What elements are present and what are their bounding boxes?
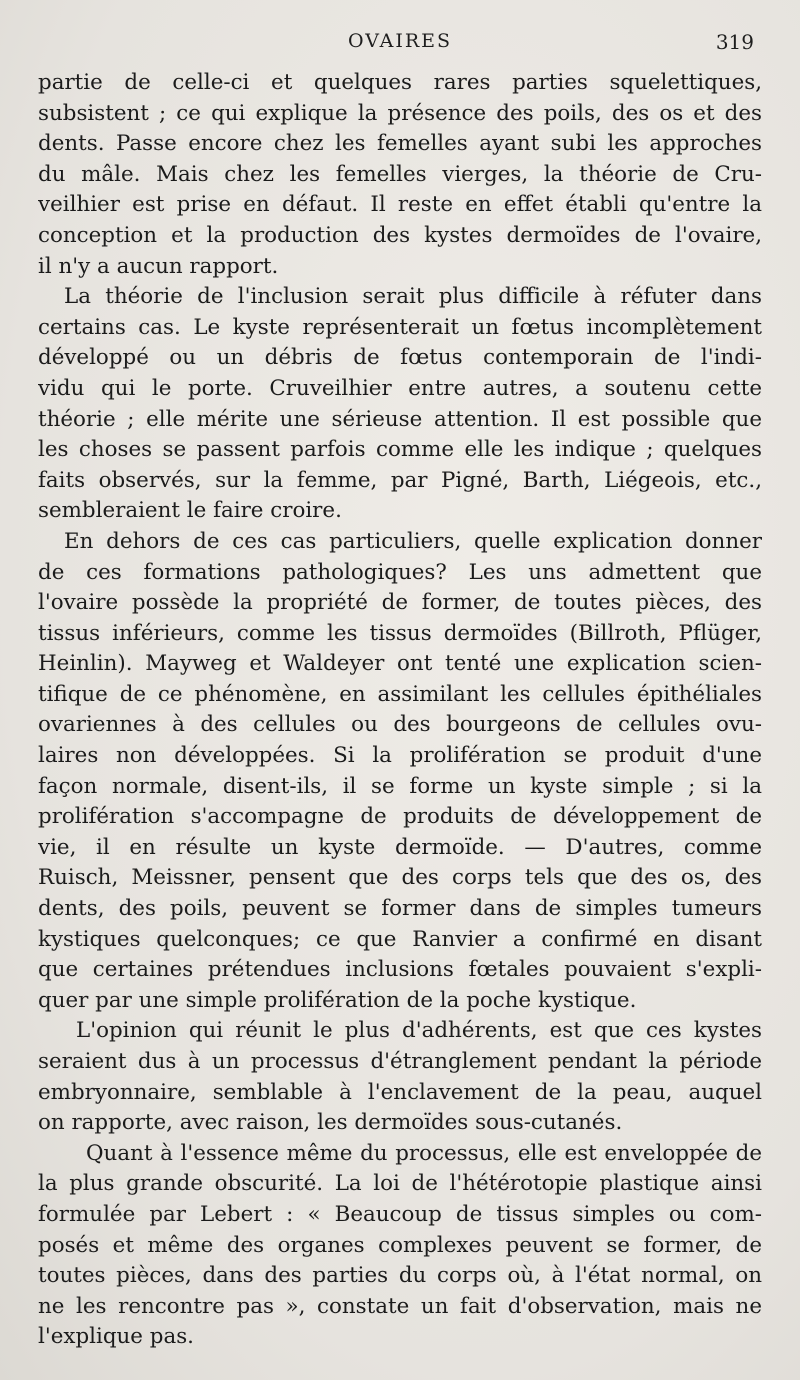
text-line: vie, il en résulte un kyste dermoïde. — D'autres, comme [38, 834, 762, 860]
text-line: embryonnaire, semblable à l'enclavement de la peau, auquel [38, 1079, 762, 1105]
text-line: toutes pièces, dans des parties du corps où, à l'état normal, on [38, 1263, 762, 1289]
paragraph-2 [38, 282, 762, 527]
paragraph-1 [38, 68, 762, 282]
text-line: sembleraient le faire croire. [38, 498, 342, 524]
text-line: laires non développées. Si la prolifération se produit d'une [38, 743, 762, 769]
body-text [38, 68, 762, 1353]
text-line: façon normale, disent-ils, il se forme un kyste simple ; si la [38, 773, 762, 799]
text-line: dents. Passe encore chez les femelles ayant subi les approches [38, 131, 762, 157]
paragraph-3 [38, 527, 762, 1017]
text-line: faits observés, sur la femme, par Pigné, Barth, Liégeois, etc., [38, 467, 762, 493]
text-line: ne les rencontre pas », constate un fait d'observation, mais ne [38, 1293, 762, 1319]
text-line: l'explique pas. [38, 1324, 194, 1350]
text-line: quer par une simple prolifération de la poche kystique. [38, 987, 637, 1013]
text-line: Heinlin). Mayweg et Waldeyer ont tenté une explication scien- [38, 651, 762, 677]
text-line: on rapporte, avec raison, les dermoïdes sous-cutanés. [38, 1110, 623, 1136]
text-line: que certaines prétendues inclusions fœtales pouvaient s'expli- [38, 957, 762, 983]
text-line: La théorie de l'inclusion serait plus difficile à réfuter dans [64, 284, 762, 310]
paragraph-4 [38, 1016, 762, 1138]
text-line: de ces formations pathologiques? Les uns admettent que [38, 559, 762, 585]
text-line: l'ovaire possède la propriété de former, de toutes pièces, des [38, 590, 762, 616]
text-line: il n'y a aucun rapport. [38, 253, 279, 279]
page-number: 319 [715, 30, 754, 54]
text-line: dents, des poils, peuvent se former dans de simples tumeurs [38, 896, 762, 922]
text-line: L'opinion qui réunit le plus d'adhérents, est que ces kystes [76, 1018, 762, 1044]
text-line: les choses se passent parfois comme elle les indique ; quelques [38, 437, 762, 463]
paragraph-5 [38, 1139, 762, 1353]
text-line: En dehors de ces cas particuliers, quelle explication donner [64, 528, 762, 554]
text-line: tissus inférieurs, comme les tissus dermoïdes (Billroth, Pflüger, [38, 620, 762, 646]
text-line: partie de celle-ci et quelques rares parties squelettiques, [38, 70, 762, 95]
text-line: développé ou un débris de fœtus contemporain de l'indi- [38, 345, 762, 371]
text-line: veilhier est prise en défaut. Il reste en effet établi qu'entre la [38, 192, 762, 218]
text-line: vidu qui le porte. Cruveilhier entre autres, a soutenu cette [38, 375, 762, 401]
text-line: subsistent ; ce qui explique la présence des poils, des os et des [38, 100, 762, 126]
text-line: Ruisch, Meissner, pensent que des corps tels que des os, des [38, 865, 762, 891]
text-line: kystiques quelconques; ce que Ranvier a confirmé en disant [38, 926, 762, 952]
text-line: prolifération s'accompagne de produits de développement de [38, 804, 762, 830]
text-line: conception et la production des kystes dermoïdes de l'ovaire, [38, 222, 762, 248]
running-header [40, 30, 760, 60]
running-title: OVAIRES [347, 30, 453, 52]
text-line: seraient dus à un processus d'étranglement pendant la période [38, 1049, 762, 1074]
text-line: ovariennes à des cellules ou des bourgeons de cellules ovu- [38, 712, 762, 738]
text-line: tifique de ce phénomène, en assimilant les cellules épithéliales [38, 681, 762, 707]
text-line: du mâle. Mais chez les femelles vierges, la théorie de Cru- [38, 161, 762, 187]
text-line: la plus grande obscurité. La loi de l'hétérotopie plastique ainsi [38, 1171, 762, 1197]
text-line: théorie ; elle mérite une sérieuse attention. Il est possible que [38, 406, 762, 432]
text-line: formulée par Lebert : « Beaucoup de tissus simples ou com- [38, 1201, 762, 1227]
text-line: Quant à l'essence même du processus, elle est enveloppée de [86, 1140, 762, 1166]
text-line: posés et même des organes complexes peuvent se former, de [38, 1232, 762, 1258]
text-line: certains cas. Le kyste représenterait un fœtus incomplètement [38, 314, 762, 340]
